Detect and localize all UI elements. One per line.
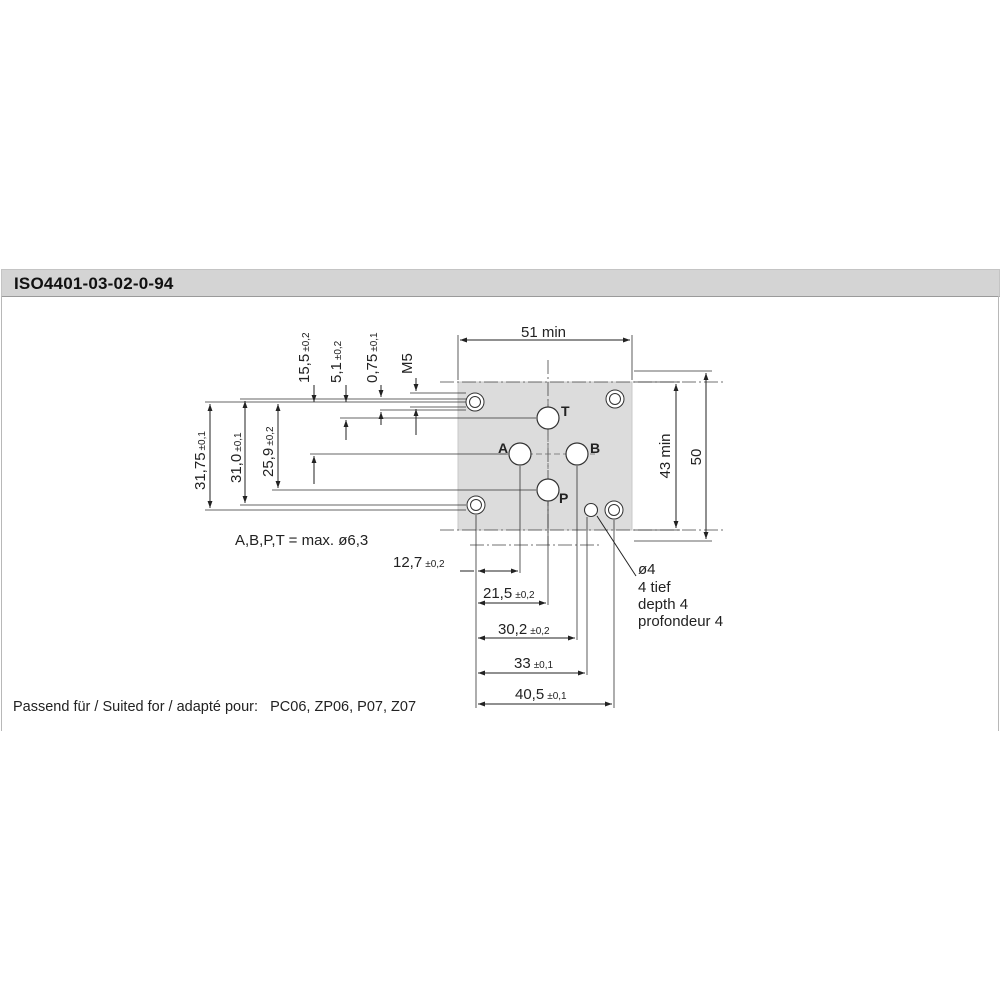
dim-value: 5,1	[328, 362, 345, 383]
port-label-B: B	[590, 440, 601, 456]
mounting-hole-bottom-left	[467, 496, 485, 514]
svg-text:25,9±0,2	[260, 426, 277, 477]
dim-tolerance: ±0,1	[547, 691, 567, 702]
locating-pin-hole	[585, 504, 598, 517]
svg-text:31,75±0,1	[192, 431, 209, 490]
dim-bottom-33	[514, 655, 554, 672]
port-P	[537, 479, 559, 501]
dim-tolerance: ±0,1	[197, 431, 208, 451]
port-label-A: A	[498, 440, 509, 456]
dim-tolerance: ±0,1	[533, 660, 554, 671]
pin-hole-diameter: ø4	[638, 561, 656, 578]
dim-left-0-75	[364, 332, 381, 383]
dim-left-5-1	[328, 340, 345, 383]
dim-tolerance: ±0,2	[515, 590, 535, 601]
dim-value: 12,7	[393, 554, 423, 571]
pin-hole-depth-de: 4 tief	[638, 579, 671, 596]
dim-tolerance: ±0,2	[333, 340, 344, 361]
dim-left-31-75	[192, 431, 209, 490]
svg-text:5,1±0,2	[328, 340, 345, 383]
dim-value: 25,9	[260, 447, 277, 477]
port-B	[566, 443, 588, 465]
dim-tolerance: ±0,2	[265, 426, 276, 446]
dim-value: 33	[514, 655, 531, 672]
ports-max-diameter-note: A,B,P,T = max. ø6,3	[235, 532, 369, 549]
port-label-P: P	[559, 490, 569, 506]
mounting-hole-top-right	[606, 390, 624, 408]
dim-width-min: 51 min	[521, 324, 567, 341]
svg-text:0,75±0,1	[364, 332, 381, 383]
mounting-hole-top-left	[466, 393, 484, 411]
svg-text:15,5±0,2	[296, 332, 313, 383]
dim-value: 0,75	[364, 353, 381, 383]
dim-value: 30,2	[498, 621, 528, 638]
dim-tolerance: ±0,1	[233, 432, 244, 452]
suited-for-note: Passend für / Suited for / adapté pour: PC06, ZP06, P07, Z07	[13, 699, 417, 715]
dim-left-25-9	[260, 426, 277, 477]
dim-left-31-0	[228, 432, 245, 483]
svg-text:31,0±0,1	[228, 432, 245, 483]
mounting-hole-bottom-right	[605, 501, 623, 519]
dim-value: 15,5	[296, 353, 313, 383]
thread-size: M5	[399, 353, 416, 374]
dim-bottom-40-5	[515, 686, 567, 703]
dim-left-15-5	[296, 332, 313, 383]
dim-bottom-30-2	[498, 621, 550, 638]
port-label-T: T	[561, 403, 570, 419]
pin-hole-depth-en: depth 4	[638, 596, 689, 613]
dim-bottom-12-7	[393, 554, 445, 571]
dim-value: 21,5	[483, 585, 513, 602]
pin-hole-note	[638, 561, 723, 630]
port-A	[509, 443, 531, 465]
dim-tolerance: ±0,2	[425, 559, 445, 570]
dim-tolerance: ±0,2	[301, 332, 312, 352]
dim-inner-height: 43 min	[657, 433, 674, 479]
port-T	[537, 407, 559, 429]
dim-value: 31,0	[228, 453, 245, 483]
dim-tolerance: ±0,1	[369, 332, 380, 352]
drawing-title: ISO4401-03-02-0-94	[14, 274, 174, 293]
dim-bottom-21-5	[483, 585, 535, 602]
dim-value: 40,5	[515, 686, 545, 703]
dim-tolerance: ±0,2	[530, 626, 550, 637]
pin-hole-depth-fr: profondeur 4	[638, 613, 724, 630]
dim-outer-height: 50	[688, 448, 705, 466]
dim-value: 31,75	[192, 452, 209, 490]
